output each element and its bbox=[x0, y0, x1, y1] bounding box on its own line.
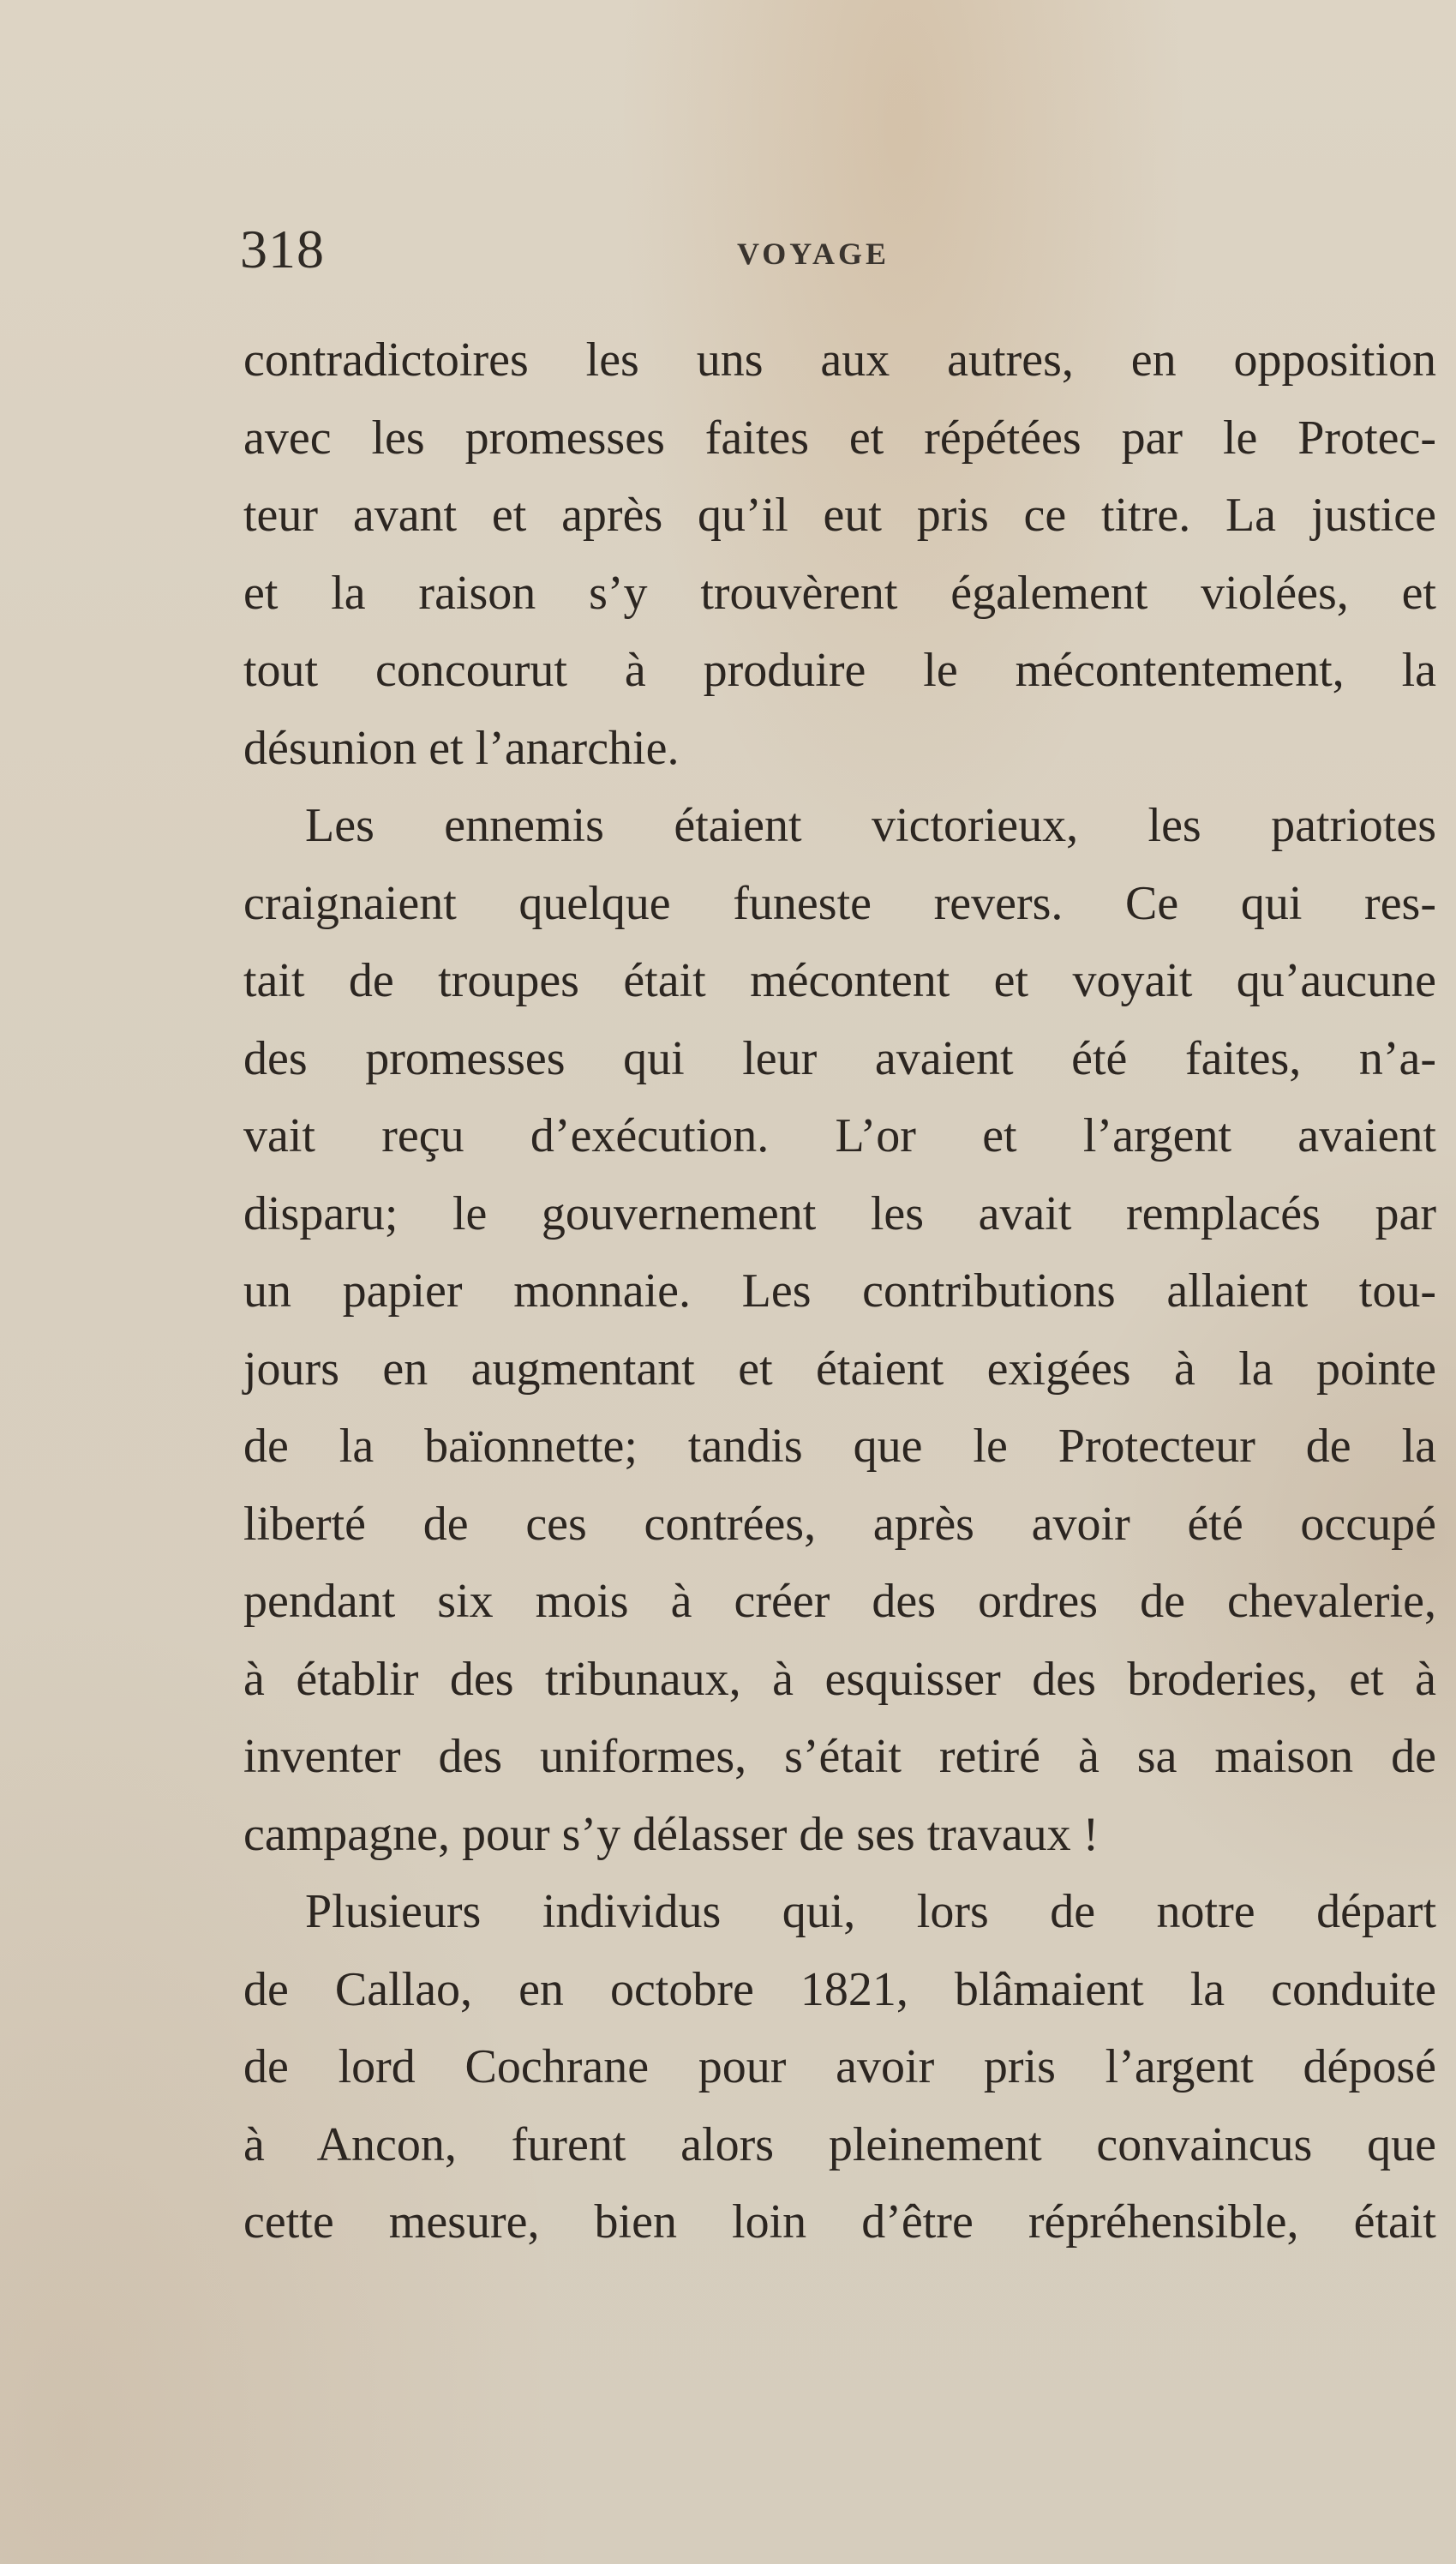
text-line: tout concourut à produire le mécontentement, la bbox=[243, 644, 1436, 697]
page-header bbox=[240, 219, 1431, 279]
text-line: désunion et l’anarchie. bbox=[243, 721, 680, 775]
text-line: inventer des uniformes, s’était retiré à sa maison de bbox=[243, 1730, 1436, 1783]
text-line: liberté de ces contrées, après avoir été occupé bbox=[243, 1497, 1436, 1551]
paragraph-start-line: Les ennemis étaient victorieux, les patriotes bbox=[305, 799, 1436, 852]
text-line: craignaient quelque funeste revers. Ce qui res- bbox=[243, 876, 1436, 930]
text-line: jours en augmentant et étaient exigées à la pointe bbox=[243, 1342, 1436, 1396]
text-line: de Callao, en octobre 1821, blâmaient la conduite bbox=[243, 1962, 1436, 2016]
text-line: un papier monnaie. Les contributions allaient tou- bbox=[243, 1264, 1436, 1318]
text-line: tait de troupes était mécontent et voyait qu’aucune bbox=[243, 954, 1436, 1007]
text-line: vait reçu d’exécution. L’or et l’argent avaient bbox=[243, 1109, 1436, 1162]
text-line: pendant six mois à créer des ordres de chevalerie, bbox=[243, 1575, 1436, 1628]
running-head: VOYAGE bbox=[737, 237, 890, 271]
text-line: avec les promesses faites et répétées par le Protec- bbox=[243, 411, 1436, 465]
text-line: teur avant et après qu’il eut pris ce titre. La justice bbox=[243, 489, 1436, 542]
text-line: de lord Cochrane pour avoir pris l’argent déposé bbox=[243, 2040, 1436, 2093]
text-line: de la baïonnette; tandis que le Protecteur de la bbox=[243, 1420, 1436, 1473]
page-number: 318 bbox=[240, 219, 325, 279]
text-line: et la raison s’y trouvèrent également violées, et bbox=[243, 566, 1436, 620]
text-line: campagne, pour s’y délasser de ses travaux ! bbox=[243, 1807, 1099, 1861]
text-line: disparu; le gouvernement les avait remplacés par bbox=[243, 1186, 1436, 1240]
paragraph-start-line: Plusieurs individus qui, lors de notre départ bbox=[305, 1885, 1436, 1938]
text-line: cette mesure, bien loin d’être répréhensible, était bbox=[243, 2195, 1436, 2249]
body-text bbox=[243, 321, 1436, 2261]
text-line: contradictoires les uns aux autres, en opposition bbox=[243, 333, 1436, 387]
text-line: des promesses qui leur avaient été faites, n’a- bbox=[243, 1031, 1436, 1085]
text-line: à établir des tribunaux, à esquisser des broderies, et à bbox=[243, 1652, 1436, 1706]
text-line: à Ancon, furent alors pleinement convaincus que bbox=[243, 2117, 1436, 2171]
